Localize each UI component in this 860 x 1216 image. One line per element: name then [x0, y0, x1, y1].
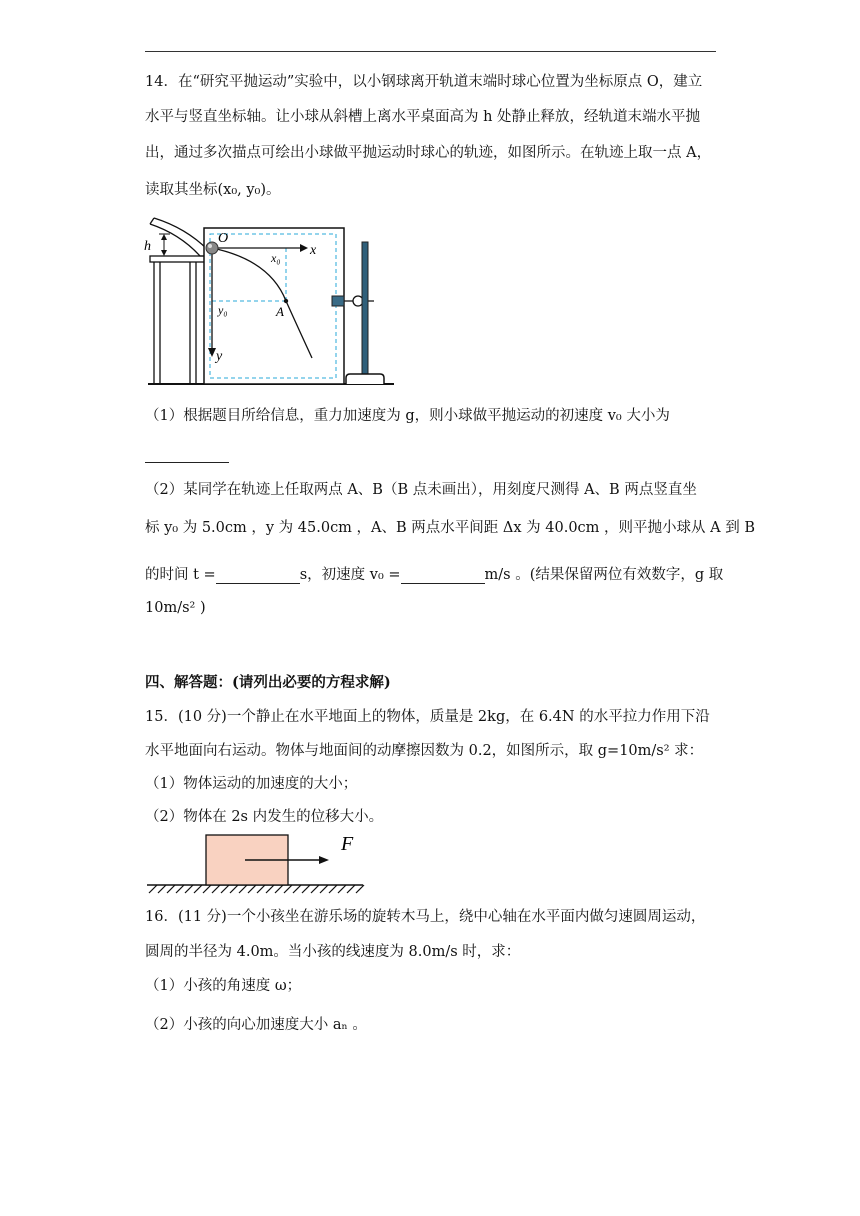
q15-line-2: 水平地面向右运动。物体与地面间的动摩擦因数为 0.2，如图所示，取 g=10m/s² 求： [145, 743, 704, 759]
ground-hatch-line [302, 885, 310, 893]
q14-part-2-line-4: 10m/s² ) [145, 600, 206, 616]
q16-line-1: 16．(11 分)一个小孩坐在游乐场的旋转木马上，绕中心轴在水平面内做匀速圆周运动， [145, 909, 706, 925]
ground-hatch-line [239, 885, 247, 893]
ground-hatch-line [356, 885, 364, 893]
fig-label-y0: y₀ [218, 303, 228, 317]
q15-sub-1: （1）物体运动的加速度的大小； [145, 776, 358, 792]
q14-time-label: 的时间 t = [145, 567, 216, 583]
q14-line-3: 出，通过多次描点可绘出小球做平抛运动时球心的轨迹，如图所示。在轨迹上取一点 A， [145, 145, 712, 161]
ground-hatch-line [275, 885, 283, 893]
q14-part-2-line-1: （2）某同学在轨迹上任取两点 A、B（B 点未画出），用刻度尺测得 A、B 两点竖直坐 [145, 482, 697, 498]
ground-hatch-line [167, 885, 175, 893]
ground-hatch-line [203, 885, 211, 893]
q14-time-blank[interactable] [216, 569, 300, 584]
ground-hatch-line [320, 885, 328, 893]
block-force-figure [145, 832, 365, 894]
ground-hatch-line [248, 885, 256, 893]
q14-unit-note: m/s 。(结果保留两位有效数字，g 取 [484, 567, 724, 583]
q16-sub-2: （2）小孩的向心加速度大小 aₙ 。 [145, 1017, 367, 1033]
ground-hatch-line [158, 885, 166, 893]
ground-hatch-line [329, 885, 337, 893]
ground-hatch-line [230, 885, 238, 893]
ground-hatch-line [212, 885, 220, 893]
ground-hatch-line [284, 885, 292, 893]
q15-sub-2: （2）物体在 2s 内发生的位移大小。 [145, 809, 384, 825]
q14-part-2-line-2: 标 y₀ 为 5.0cm ，y 为 45.0cm ，A、B 两点水平间距 Δx 为 40.0cm ，则平抛小球从 A 到 B [145, 520, 755, 536]
q14-line-4: 读取其坐标(x₀, y₀)。 [145, 182, 281, 198]
q14-line-2: 水平与竖直坐标轴。让小球从斜槽上离水平桌面高为 h 处静止释放，经轨道末端水平抛 [145, 109, 701, 125]
ground-hatch-line [221, 885, 229, 893]
ground-hatch-line [194, 885, 202, 893]
fig-label-A: A [276, 304, 284, 319]
section-heading: 四、解答题：(请列出必要的方程求解) [145, 674, 391, 691]
q14-part-2-line-3 [145, 563, 723, 584]
q14-part-1: （1）根据题目所给信息，重力加速度为 g，则小球做平抛运动的初速度 v₀ 大小为 [145, 408, 670, 424]
q14-line-1: 14．在“研究平抛运动”实验中，以小钢球离开轨道末端时球心位置为坐标原点 O，建立 [145, 74, 703, 90]
q14-velocity-blank[interactable] [401, 569, 485, 584]
fig-label-x0: x₀ [271, 251, 281, 265]
ground-hatch-line [266, 885, 274, 893]
ground-hatch-line [149, 885, 157, 893]
q16-sub-1: （1）小孩的角速度 ω； [145, 978, 302, 994]
ground-hatch-line [293, 885, 301, 893]
ground-hatch-line [176, 885, 184, 893]
fig-label-x: x [310, 243, 317, 258]
q15-line-1: 15．(10 分)一个静止在水平地面上的物体，质量是 2kg，在 6.4N 的水平拉力作用下沿 [145, 709, 710, 725]
ground-hatch-line [311, 885, 319, 893]
ground-hatch-line [257, 885, 265, 893]
q14-velocity-label: s，初速度 v₀ = [299, 567, 401, 583]
fig-label-y: y [216, 349, 223, 364]
q14-answer-blank-1[interactable] [145, 448, 229, 463]
force-label-F: F [341, 833, 354, 855]
q16-line-2: 圆周的半径为 4.0m。当小孩的线速度为 8.0m/s 时，求： [145, 944, 521, 960]
ground-hatch-line [338, 885, 346, 893]
fig-label-O: O [218, 231, 229, 246]
fig-label-h: h [144, 239, 151, 254]
top-rule [145, 51, 716, 52]
ground-hatch-line [185, 885, 193, 893]
ground-hatch-line [347, 885, 355, 893]
projectile-figure [140, 212, 400, 390]
